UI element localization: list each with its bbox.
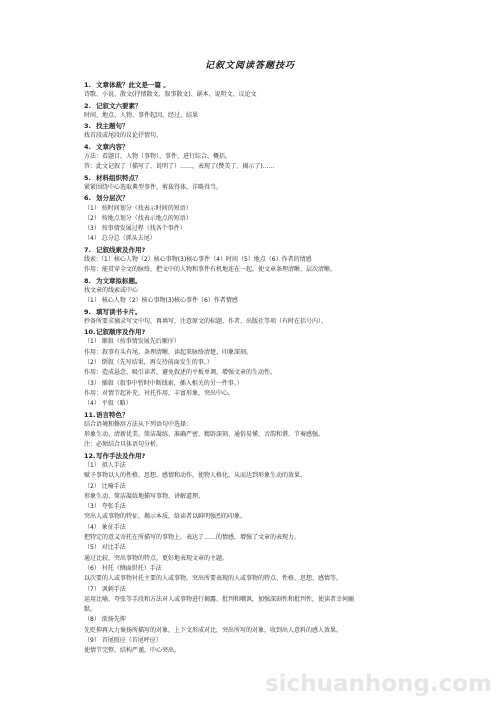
line-text: 语言特色？ (96, 410, 129, 419)
text-line (84, 543, 424, 553)
text-line (84, 461, 424, 471)
text-line (84, 358, 424, 368)
text-line (84, 605, 424, 615)
text-line (84, 204, 424, 214)
text-line (84, 420, 424, 430)
line-text: （3） 插叙（叙事中暂时中断线索，插入相关的另一件事。） (84, 379, 243, 387)
text-line (84, 90, 424, 100)
line-text: 线索:（1）核心人物（2）核心事物(3)核心事件（4）时间（5）地点（6）作者的情感 (84, 256, 312, 264)
text-line (84, 585, 424, 595)
text-line (84, 214, 424, 224)
line-text: 填写读书卡片。 (96, 307, 142, 316)
section-number: 12. (84, 451, 96, 460)
line-text: 使情节完整、结构严谨，中心突出。 (84, 647, 181, 655)
section-heading (84, 142, 424, 152)
line-text: 找主题句？ (96, 122, 129, 131)
line-text: （2） 倒叙（先写结果，再交待前面发生的事。） (84, 359, 213, 367)
line-text: 把特定的意义寄托在所描写的事物上，表达了……的情感，增强了文章的表现力。 (84, 534, 301, 542)
line-text: （8） 欲扬先抑 (84, 616, 126, 624)
section-heading (84, 245, 424, 255)
text-line (84, 512, 424, 522)
line-text: 找文章的线索或中心 (84, 286, 139, 294)
section-heading (84, 307, 424, 317)
section-number: 10. (84, 328, 96, 337)
text-line (84, 502, 424, 512)
line-text: 文章体裁？此文是一篇 。 (96, 81, 170, 89)
text-line (84, 379, 424, 389)
text-line (84, 296, 424, 306)
text-line (84, 224, 424, 234)
line-text: 记叙顺序及作用? (96, 328, 146, 337)
text-line (84, 636, 424, 646)
line-text: （6） 衬托（侧面烘托）手法 (84, 564, 162, 572)
section-number: 9. (84, 307, 91, 316)
watermark: sichuanhong.com (264, 671, 492, 697)
text-line (84, 574, 424, 584)
line-text: （3） 夸张手法 (84, 503, 126, 511)
line-text: 记叙线索及作用? (96, 245, 146, 254)
line-text: 默。 (84, 606, 97, 614)
line-text: 写作手法及作用? (96, 451, 146, 460)
line-text: 注：必须结合具体语句分析。 (84, 441, 163, 449)
line-text: 文章内容？ (96, 142, 129, 151)
text-line (84, 111, 424, 121)
line-text: 形象生动、简洁凝练地描写事物、讲解道理。 (84, 492, 205, 500)
text-line (84, 646, 424, 656)
text-line (84, 152, 424, 162)
text-line (84, 286, 424, 296)
text-line (84, 595, 424, 605)
line-text: 先贬抑再大力褒扬所描写的对象，上下文形成对比，突出所写的对象，收到出人意料的感人效果。 (84, 626, 343, 634)
line-text: 紧紧围绕中心选取典型事件，剪裁得体，详略得当。 (84, 183, 223, 191)
line-text: 答：此文记叙了（描写了、说明了）……，表现了(赞美了、揭示了)…… (84, 163, 275, 171)
section-heading (84, 121, 424, 131)
text-line (84, 533, 424, 543)
section-number: 8. (84, 276, 91, 285)
text-line (84, 348, 424, 358)
text-line (84, 317, 424, 327)
section-number: 5. (84, 173, 91, 182)
line-text: 诗歌、小说、散文(抒情散文、叙事散文)、剧本、说明文、议论文 (84, 91, 257, 99)
page-title: 记叙文阅读答题技巧 (204, 61, 295, 71)
line-text: 作用：能贯穿全文的脉络，把文中的人物和事件有机地连在一起，使文章条理清晰、层次清晰。 (84, 266, 337, 274)
text-line (84, 440, 424, 450)
text-line (84, 482, 424, 492)
line-text: 作用：叙事有头有尾、条理清晰，读起来脉络清楚、印象深刻。 (84, 348, 253, 356)
line-text: （3） 按事情发展过程（找各个事件） (84, 225, 186, 233)
section-heading (84, 410, 424, 420)
text-line (84, 255, 424, 265)
line-text: 找首段或尾段的议论抒情句。 (84, 132, 163, 140)
line-text: 方法：看题目，人物（事物）、事件，进行综合、概括。 (84, 153, 232, 161)
line-text: （4） 象征手法 (84, 523, 126, 531)
section-number: 3. (84, 122, 91, 131)
section-number: 1. (84, 81, 91, 89)
line-text: （2） 比喻手法 (84, 482, 126, 490)
text-line (84, 368, 424, 378)
section-number: 2. (84, 101, 91, 110)
text-line (84, 626, 424, 636)
document-body (84, 80, 424, 657)
line-text: 时间、地点、人物、事件起因、经过、结果 (84, 111, 199, 119)
line-text: 材料组织特点？ (96, 173, 142, 182)
text-line (84, 162, 424, 172)
line-text: 通过比较，突出事物的特点，更好地表现文章的主题。 (84, 554, 229, 562)
line-text: （1） 顺叙（按事情发展先后顺序） (84, 338, 180, 346)
text-line (84, 471, 424, 481)
line-text: 突出人或事物的特征，揭示本质，给读者以鲜明强烈的印象。 (84, 513, 247, 521)
section-number: 6. (84, 194, 91, 203)
text-line (84, 615, 424, 625)
line-text: 记叙文六要素？ (96, 101, 142, 110)
line-text: 抄备所要求摘录写文中句，再填写，注意原文的标题、作者、出版社等项（有时在括号内）。 (84, 317, 328, 325)
text-line (84, 265, 424, 275)
text-line (84, 554, 424, 564)
line-text: 运用比喻、夸张等手段和方法对人或事物进行揭露、批判和嘲讽，加强深刻性和批判性，使读者幸何幽 (84, 595, 355, 603)
line-text: （1） 核心人物（2）核心事物(3)核心事件（6）作者情感 (84, 297, 238, 305)
text-line (84, 337, 424, 347)
line-text: 作用：造成悬念、吸引读者，避免叙述的平板单调，增强文章的生动性。 (84, 369, 277, 377)
line-text: （5） 对比手法 (84, 544, 126, 552)
text-line (84, 430, 424, 440)
line-text: （1） 拟人手法 (84, 461, 126, 469)
line-text: 以次要的人或事物衬托主要的人或事物，突出所要表现的人或事物的特点、性格、思想、感情等。 (84, 575, 343, 583)
line-text: （9） 首尾照应（首尾呼应） (84, 637, 162, 645)
text-line (84, 492, 424, 502)
line-text: 形象生动、清新优美、简洁凝练、准确严密、精辟深刻、通俗易懂、音韵和谐、节奏感强。 (84, 431, 325, 439)
line-text: （4） 平叙（略） (84, 400, 132, 408)
section-heading (84, 173, 424, 183)
section-number: 7. (84, 245, 91, 254)
section-number: 11. (84, 410, 96, 419)
line-text: 赋予事物以人的性格、思想、感情和动作，使物人格化，从而达到形象生动的效果。 (84, 472, 307, 480)
text-line (84, 389, 424, 399)
section-heading (84, 451, 424, 461)
section-heading (84, 276, 424, 286)
text-line (84, 523, 424, 533)
line-text: 结合语境和修辞方法从下列语句中选择： (84, 420, 193, 428)
section-heading (84, 80, 424, 90)
text-line (84, 183, 424, 193)
text-line (84, 564, 424, 574)
line-text: 划分层次？ (96, 194, 129, 203)
section-heading (84, 101, 424, 111)
line-text: （7） 讽刺手法 (84, 585, 126, 593)
text-line (84, 234, 424, 244)
line-text: （1） 按时间划分（找表示时间的短语） (84, 204, 192, 212)
text-line (84, 399, 424, 409)
line-text: 作用：对情节起补充、衬托作用，丰富形象，突出中心。 (84, 389, 235, 397)
section-heading (84, 327, 424, 337)
text-line (84, 131, 424, 141)
line-text: （2） 按地点划分（找表示地点的短语） (84, 214, 192, 222)
section-heading (84, 193, 424, 203)
line-text: （4） 总分总（抓头去尾） (84, 235, 156, 243)
line-text: 为文章拟标题。 (96, 276, 142, 285)
section-number: 4. (84, 142, 91, 151)
